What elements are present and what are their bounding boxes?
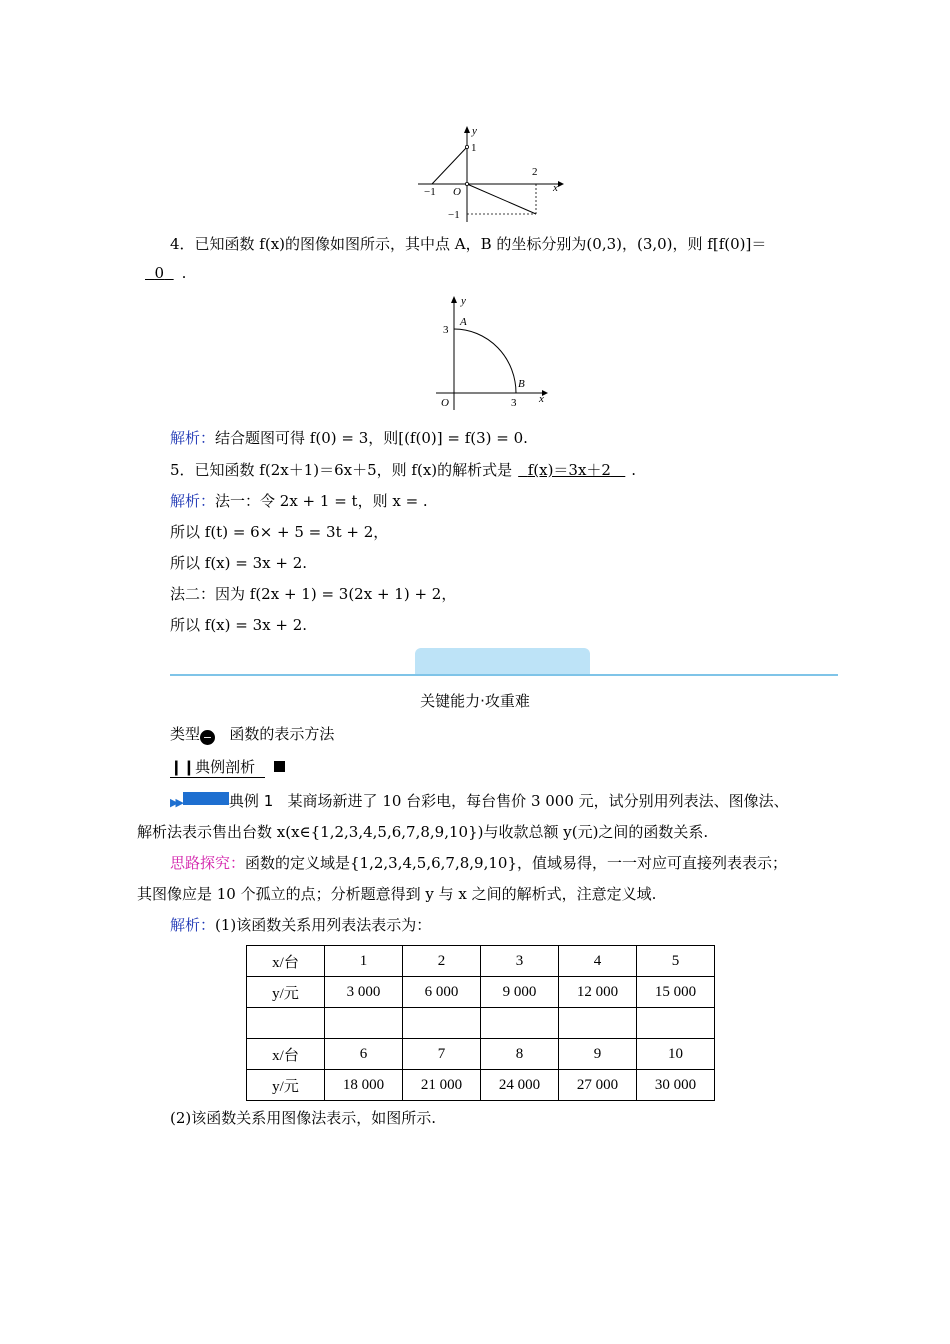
table-cell: 30 000 — [637, 1070, 715, 1101]
graph1-origin: O — [453, 186, 461, 198]
section-banner-tab — [415, 648, 590, 674]
table-cell: 27 000 — [559, 1070, 637, 1101]
table-row — [247, 946, 715, 977]
table-row — [247, 977, 715, 1008]
black-square-icon — [274, 761, 285, 772]
type-heading — [170, 724, 334, 745]
question-4-answer-line — [137, 264, 186, 282]
circled-one-icon: − — [200, 730, 215, 745]
solution-line-1 — [170, 915, 431, 935]
table-cell: 6 000 — [403, 977, 481, 1008]
graph1-tick-1: 1 — [471, 142, 477, 154]
solution-5-text-1: 法一：令 2x + 1 = t，则 x = . — [215, 492, 428, 510]
graph2-tick-3-y: 3 — [443, 324, 449, 336]
thinking-label: 思路探究： — [170, 854, 246, 872]
table-cell: x/台 — [247, 946, 325, 977]
graph1-y-label: y — [472, 125, 477, 137]
sub-heading-text: 典例剖析 — [195, 758, 256, 776]
table-cell: 15 000 — [637, 977, 715, 1008]
solution-text-1: (1)该函数关系用列表法表示为： — [215, 916, 432, 934]
example-label: 典例 1 — [228, 792, 274, 810]
example-line-2: 解析法表示售出台数 x(x∈{1,2,3,4,5,6,7,8,9,10})与收款总额 y(元)之间的函数关系. — [137, 823, 709, 841]
question-4-answer: 0 — [154, 264, 165, 282]
x-axis-arrow — [558, 181, 564, 187]
example-badge — [183, 792, 229, 805]
section-title: 关键能力·攻重难 — [420, 692, 530, 710]
table-cell: 4 — [559, 946, 637, 977]
solution-5-line-1 — [170, 491, 428, 511]
solution-4 — [170, 428, 528, 448]
table-cell: x/台 — [247, 1039, 325, 1070]
graph2-point-a: A — [460, 316, 467, 328]
table-cell: 3 000 — [325, 977, 403, 1008]
table-cell: 7 — [403, 1039, 481, 1070]
graph2-x-label: x — [539, 393, 544, 405]
solution-4-text: 结合题图可得 f(0) = 3，则[(f(0)] = f(3) = 0. — [215, 429, 528, 447]
graph1-tick-neg1-x: −1 — [424, 186, 436, 198]
solution-4-label: 解析： — [170, 429, 216, 447]
thinking-line-1 — [170, 853, 787, 873]
section-banner-line — [170, 674, 838, 676]
table-cell: 6 — [325, 1039, 403, 1070]
solution-5-line-3: 所以 f(x) = 3x + 2. — [170, 554, 308, 572]
example-line-1 — [170, 791, 789, 813]
sub-heading — [170, 757, 285, 777]
quarter-circle-arc — [454, 329, 516, 393]
table-cell — [559, 1008, 637, 1039]
segment-left — [432, 147, 467, 184]
table-cell: 8 — [481, 1039, 559, 1070]
solution-line-2: (2)该函数关系用图像法表示，如图所示. — [170, 1109, 437, 1127]
question-5-period: . — [631, 461, 637, 479]
table-cell: 18 000 — [325, 1070, 403, 1101]
double-bar-icon: ❙❙ — [170, 758, 196, 776]
question-5-text: 5．已知函数 f(2x＋1)＝6x＋5，则 f(x)的解析式是 — [170, 461, 513, 479]
solution-5-line-4: 法二：因为 f(2x + 1) = 3(2x + 1) + 2， — [170, 585, 457, 603]
example-text-1: 某商场新进了 10 台彩电，每台售价 3 000 元，试分别用列表法、图像法、 — [287, 792, 789, 810]
question-4-text: 4．已知函数 f(x)的图像如图所示，其中点 A，B 的坐标分别为(0,3)，(3,0)，则 f[f(0)]＝ — [170, 235, 767, 253]
solution-label: 解析： — [170, 916, 216, 934]
graph1-x-label: x — [553, 182, 558, 194]
table-cell — [247, 1008, 325, 1039]
double-arrow-icon: ▶▶ — [170, 796, 181, 809]
table-cell: y/元 — [247, 977, 325, 1008]
graph2-tick-3-x: 3 — [511, 397, 517, 409]
solution-5-line-5: 所以 f(x) = 3x + 2. — [170, 616, 308, 634]
solution-5-line-2: 所以 f(t) = 6× + 5 = 3t + 2， — [170, 523, 389, 541]
table-cell — [637, 1008, 715, 1039]
graph-piecewise-function — [410, 120, 570, 230]
solution-5-label: 解析： — [170, 492, 216, 510]
function-value-table — [246, 945, 715, 1101]
table-cell: 3 — [481, 946, 559, 977]
thinking-text-1: 函数的定义域是{1,2,3,4,5,6,7,8,9,10}，值域易得，一一对应可直接列表表示； — [245, 854, 787, 872]
segment-right — [467, 184, 536, 214]
y-axis-arrow — [451, 296, 457, 303]
question-5-answer: f(x)＝3x＋2 — [527, 461, 611, 479]
table-row — [247, 1039, 715, 1070]
question-4 — [170, 234, 766, 254]
question-5 — [170, 460, 636, 480]
graph-quarter-circle — [430, 290, 560, 415]
table-cell: 5 — [637, 946, 715, 977]
table-cell: 21 000 — [403, 1070, 481, 1101]
type-heading-title: 函数的表示方法 — [229, 725, 335, 743]
y-axis-arrow — [464, 126, 470, 133]
graph2-y-label: y — [461, 295, 466, 307]
table-cell — [325, 1008, 403, 1039]
table-cell: 9 — [559, 1039, 637, 1070]
table-cell: 2 — [403, 946, 481, 977]
table-cell — [481, 1008, 559, 1039]
table-cell — [403, 1008, 481, 1039]
type-heading-prefix: 类型 — [170, 725, 201, 743]
table-cell: 12 000 — [559, 977, 637, 1008]
graph2-point-b: B — [518, 378, 525, 390]
table-row — [247, 1070, 715, 1101]
table-cell: 1 — [325, 946, 403, 977]
table-cell: 9 000 — [481, 977, 559, 1008]
table-cell: y/元 — [247, 1070, 325, 1101]
question-4-period: . — [181, 264, 187, 282]
table-cell: 10 — [637, 1039, 715, 1070]
graph1-tick-neg1-y: −1 — [448, 209, 460, 221]
table-cell: 24 000 — [481, 1070, 559, 1101]
graph1-tick-2: 2 — [532, 166, 538, 178]
graph2-origin: O — [441, 397, 449, 409]
table-row — [247, 1008, 715, 1039]
thinking-line-2: 其图像应是 10 个孤立的点；分析题意得到 y 与 x 之间的解析式，注意定义域. — [137, 885, 657, 903]
